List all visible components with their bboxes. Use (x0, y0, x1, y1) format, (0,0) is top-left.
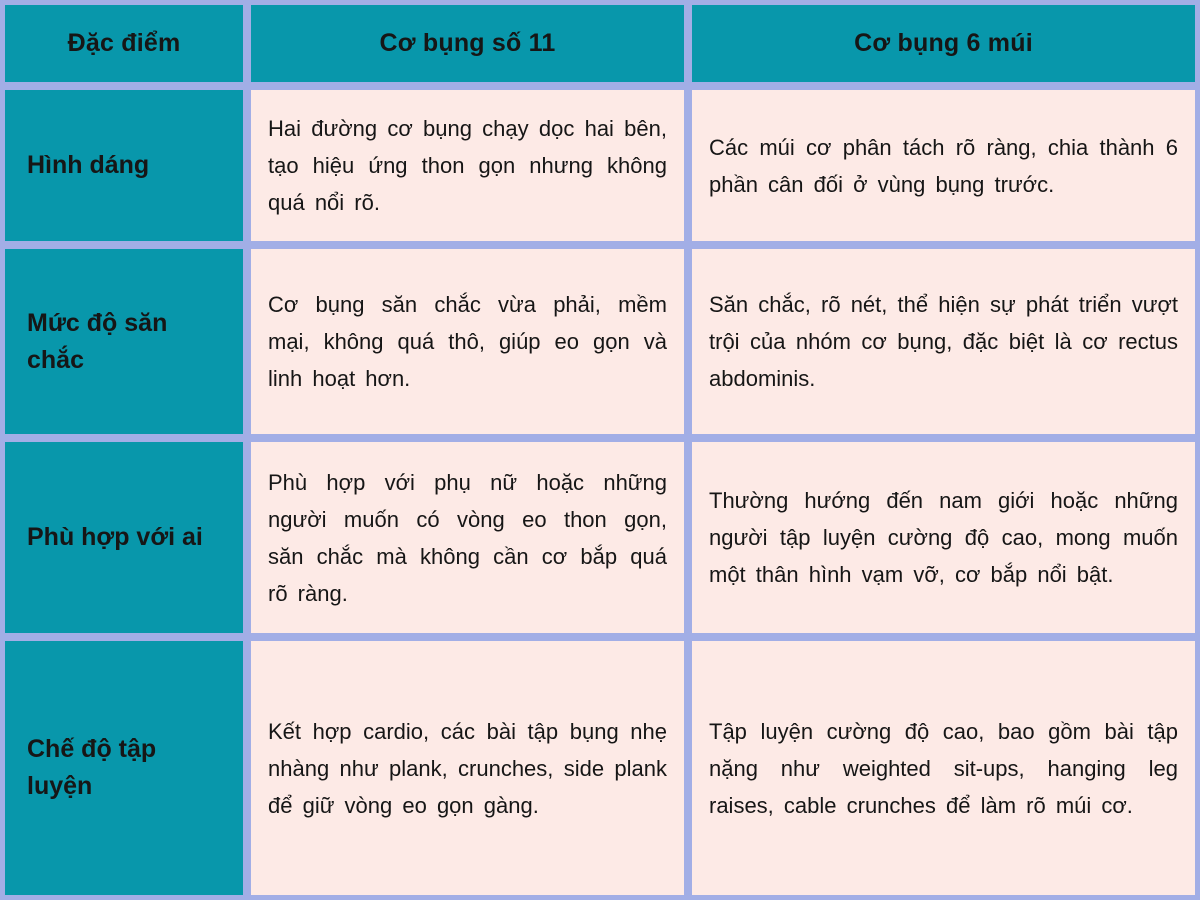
header-cell-co-bung-so-11: Cơ bụng số 11 (251, 5, 684, 82)
cell-hinh-dang-6-mui (692, 90, 1195, 241)
row-label-muc-do-san-chac: Mức độ săn chắc (5, 249, 243, 434)
header-cell-co-bung-6-mui: Cơ bụng 6 múi (692, 5, 1195, 82)
cell-text: Kết hợp cardio, các bài tập bụng nhẹ nhàng như plank, crunches, side plank để giữ vòng eo gọn gàng. (268, 718, 667, 818)
header-cell-dac-diem: Đặc điểm (5, 5, 243, 82)
cell-text: Hai đường cơ bụng chạy dọc hai bên, tạo hiệu ứng thon gọn nhưng không quá nổi rõ. (268, 116, 667, 215)
row-label-che-do-tap-luyen: Chế độ tập luyện (5, 641, 243, 895)
cell-text: Các múi cơ phân tách rõ ràng, chia thành 6 phần cân đối ở vùng bụng trước. (709, 134, 1178, 197)
cell-text: Tập luyện cường độ cao, bao gồm bài tập nặng như weighted sit-ups, hanging leg raises, cable crunches để làm rõ múi cơ. (709, 718, 1178, 818)
cell-muc-do-san-chac-6-mui (692, 249, 1195, 434)
cell-che-do-tap-luyen-so-11 (251, 641, 684, 895)
cell-phu-hop-voi-ai-6-mui (692, 442, 1195, 633)
cell-text: Phù hợp với phụ nữ hoặc những người muốn có vòng eo thon gọn, săn chắc mà không cần cơ bắp quá rõ ràng. (268, 469, 667, 606)
cell-phu-hop-voi-ai-so-11 (251, 442, 684, 633)
cell-text: Cơ bụng săn chắc vừa phải, mềm mại, không quá thô, giúp eo gọn và linh hoạt hơn. (268, 292, 667, 391)
row-label-phu-hop-voi-ai: Phù hợp với ai (5, 442, 243, 633)
cell-hinh-dang-so-11 (251, 90, 684, 241)
cell-che-do-tap-luyen-6-mui (692, 641, 1195, 895)
row-label-hinh-dang: Hình dáng (5, 90, 243, 241)
cell-muc-do-san-chac-so-11 (251, 249, 684, 434)
cell-text: Thường hướng đến nam giới hoặc những người tập luyện cường độ cao, mong muốn một thân hình vạm vỡ, cơ bắp nổi bật. (709, 488, 1178, 587)
cell-text: Săn chắc, rõ nét, thể hiện sự phát triển vượt trội của nhóm cơ bụng, đặc biệt là cơ rectus abdominis. (709, 292, 1178, 391)
